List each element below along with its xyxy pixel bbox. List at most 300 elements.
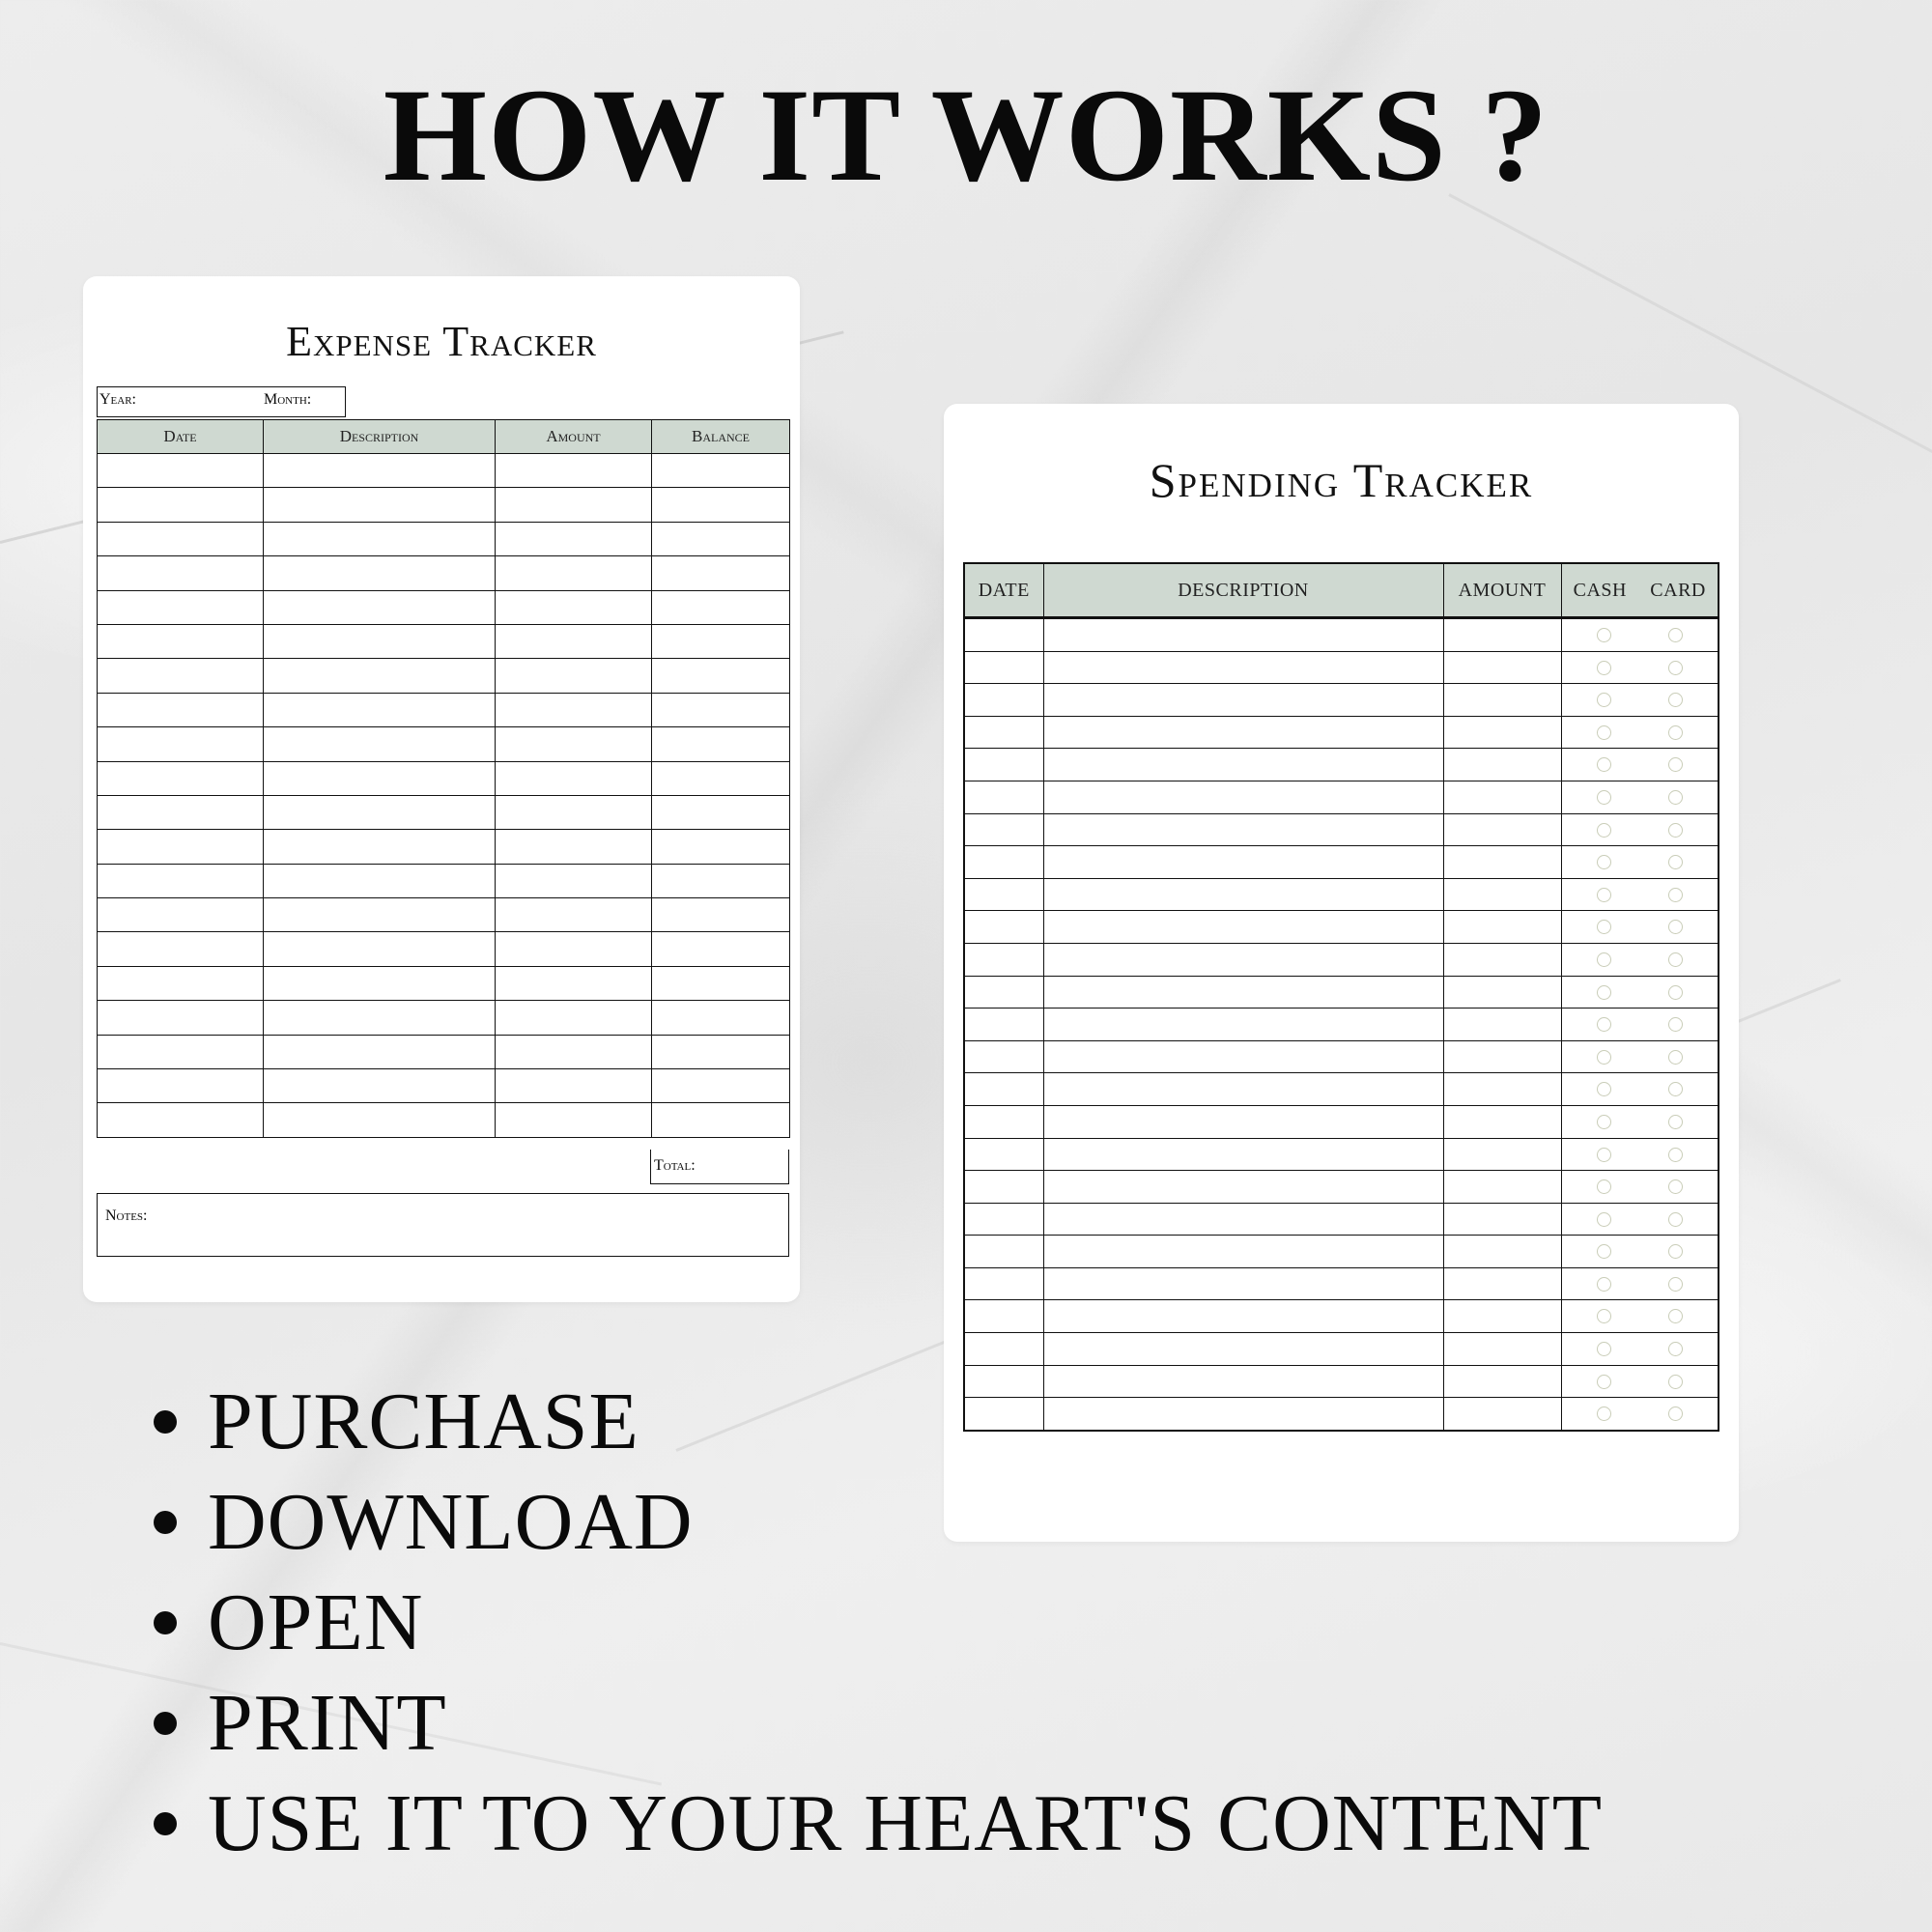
table-cell: [264, 830, 496, 864]
cash-radio-icon: [1597, 920, 1611, 934]
table-cell: [1561, 1236, 1719, 1268]
table-row: [964, 911, 1719, 944]
card-radio-icon: [1668, 790, 1683, 805]
table-cell: [964, 749, 1043, 781]
table-cell: [98, 761, 264, 795]
table-cell: [264, 693, 496, 726]
table-cell: [1443, 1009, 1561, 1041]
table-row: [98, 898, 790, 932]
table-row: [98, 659, 790, 693]
table-row: [98, 522, 790, 555]
table-cell: [1443, 749, 1561, 781]
table-row: [98, 693, 790, 726]
spending-col-description: DESCRIPTION: [1043, 563, 1443, 618]
table-cell: [1043, 1203, 1443, 1236]
table-cell: [1043, 651, 1443, 684]
table-cell: [652, 1103, 790, 1137]
table-cell: [652, 898, 790, 932]
table-cell: [1043, 716, 1443, 749]
table-cell: [1443, 813, 1561, 846]
expense-rows: [98, 454, 790, 1138]
table-cell: [98, 1069, 264, 1103]
cash-radio-icon: [1597, 628, 1611, 642]
table-cell: [1443, 1171, 1561, 1204]
step-item: [150, 1573, 1603, 1673]
card-radio-icon: [1668, 920, 1683, 934]
table-cell: [264, 864, 496, 897]
table-cell: [1443, 684, 1561, 717]
cash-radio-icon: [1597, 1179, 1611, 1194]
table-row: [98, 864, 790, 897]
table-cell: [1443, 911, 1561, 944]
table-row: [964, 716, 1719, 749]
table-row: [98, 488, 790, 522]
table-cell: [264, 932, 496, 966]
table-cell: [496, 898, 652, 932]
table-cell: [1443, 846, 1561, 879]
table-cell: [964, 651, 1043, 684]
table-cell: [1043, 1040, 1443, 1073]
table-cell: [1043, 846, 1443, 879]
card-radio-icon: [1668, 1277, 1683, 1292]
table-cell: [652, 590, 790, 624]
table-cell: [652, 727, 790, 761]
table-row: [98, 1103, 790, 1137]
table-cell: [1043, 1267, 1443, 1300]
table-cell: [964, 1138, 1043, 1171]
table-row: [964, 943, 1719, 976]
table-cell: [964, 1333, 1043, 1366]
table-cell: [264, 727, 496, 761]
cash-radio-icon: [1597, 985, 1611, 1000]
year-month-box: [97, 386, 346, 417]
bullet-icon: [154, 1611, 177, 1634]
table-cell: [964, 943, 1043, 976]
notes-box: [97, 1193, 789, 1257]
table-cell: [1043, 1138, 1443, 1171]
table-cell: [964, 1236, 1043, 1268]
cash-radio-icon: [1597, 1082, 1611, 1096]
table-cell: [98, 932, 264, 966]
table-cell: [964, 1267, 1043, 1300]
table-cell: [1561, 1267, 1719, 1300]
table-cell: [496, 659, 652, 693]
step-item: [150, 1372, 1603, 1472]
table-cell: [264, 624, 496, 658]
table-cell: [652, 795, 790, 829]
expense-col-date: Date: [98, 420, 264, 454]
cash-radio-icon: [1597, 1212, 1611, 1227]
table-cell: [1443, 1333, 1561, 1366]
table-cell: [496, 454, 652, 488]
table-row: [964, 1300, 1719, 1333]
table-cell: [1561, 1300, 1719, 1333]
table-cell: [1561, 1138, 1719, 1171]
table-row: [98, 1069, 790, 1103]
spending-col-date: DATE: [964, 563, 1043, 618]
card-radio-icon: [1668, 1406, 1683, 1421]
table-cell: [964, 813, 1043, 846]
table-row: [964, 781, 1719, 813]
table-cell: [264, 488, 496, 522]
table-cell: [1043, 618, 1443, 652]
card-radio-icon: [1668, 1179, 1683, 1194]
cash-radio-icon: [1597, 1148, 1611, 1162]
table-cell: [1443, 716, 1561, 749]
table-row: [98, 761, 790, 795]
table-cell: [1443, 1300, 1561, 1333]
table-cell: [652, 864, 790, 897]
card-radio-icon: [1668, 1148, 1683, 1162]
table-cell: [1561, 651, 1719, 684]
table-row: [964, 1040, 1719, 1073]
cash-radio-icon: [1597, 725, 1611, 740]
table-cell: [1561, 1040, 1719, 1073]
step-label: OPEN: [208, 1577, 424, 1667]
table-cell: [1561, 1073, 1719, 1106]
cash-radio-icon: [1597, 952, 1611, 967]
table-cell: [1043, 813, 1443, 846]
table-cell: [1561, 749, 1719, 781]
table-row: [964, 1009, 1719, 1041]
table-cell: [496, 1103, 652, 1137]
table-cell: [964, 1105, 1043, 1138]
cash-radio-icon: [1597, 1309, 1611, 1323]
table-cell: [652, 454, 790, 488]
table-cell: [652, 624, 790, 658]
table-cell: [98, 898, 264, 932]
table-cell: [1043, 684, 1443, 717]
table-cell: [1043, 911, 1443, 944]
table-cell: [1561, 618, 1719, 652]
cash-radio-icon: [1597, 693, 1611, 707]
step-label: DOWNLOAD: [208, 1477, 694, 1567]
table-cell: [964, 716, 1043, 749]
table-row: [98, 932, 790, 966]
step-label: PURCHASE: [208, 1377, 639, 1466]
card-radio-icon: [1668, 628, 1683, 642]
table-cell: [1561, 1009, 1719, 1041]
table-row: [98, 590, 790, 624]
table-cell: [496, 488, 652, 522]
table-cell: [1043, 1300, 1443, 1333]
table-cell: [964, 684, 1043, 717]
expense-table: [97, 419, 790, 1138]
card-radio-icon: [1668, 725, 1683, 740]
table-cell: [1561, 911, 1719, 944]
total-box: [650, 1150, 789, 1184]
cash-radio-icon: [1597, 661, 1611, 675]
table-cell: [652, 488, 790, 522]
table-cell: [264, 966, 496, 1000]
table-row: [98, 454, 790, 488]
table-cell: [98, 1103, 264, 1137]
table-row: [964, 1105, 1719, 1138]
table-cell: [264, 1103, 496, 1137]
expense-col-description: Description: [264, 420, 496, 454]
steps-list: [150, 1372, 1603, 1874]
bullet-icon: [154, 1712, 177, 1735]
table-row: [98, 727, 790, 761]
cash-radio-icon: [1597, 1050, 1611, 1065]
card-label: CARD: [1650, 579, 1706, 601]
table-cell: [264, 590, 496, 624]
table-cell: [1561, 1105, 1719, 1138]
card-radio-icon: [1668, 1115, 1683, 1129]
expense-col-amount: Amount: [496, 420, 652, 454]
card-radio-icon: [1668, 952, 1683, 967]
table-row: [964, 1267, 1719, 1300]
table-cell: [964, 1009, 1043, 1041]
card-radio-icon: [1668, 855, 1683, 869]
table-cell: [964, 1203, 1043, 1236]
step-item: [150, 1472, 1603, 1573]
cash-radio-icon: [1597, 1277, 1611, 1292]
table-row: [98, 830, 790, 864]
step-label: USE IT TO YOUR HEART'S CONTENT: [208, 1778, 1604, 1868]
cash-radio-icon: [1597, 855, 1611, 869]
card-radio-icon: [1668, 1017, 1683, 1032]
table-cell: [496, 1069, 652, 1103]
table-row: [964, 976, 1719, 1009]
bullet-icon: [154, 1410, 177, 1434]
table-cell: [1561, 878, 1719, 911]
table-cell: [964, 781, 1043, 813]
table-cell: [1443, 1105, 1561, 1138]
table-cell: [652, 693, 790, 726]
expense-tracker-title: Expense Tracker: [286, 318, 597, 365]
table-cell: [652, 556, 790, 590]
table-cell: [264, 1069, 496, 1103]
table-cell: [964, 878, 1043, 911]
table-cell: [264, 761, 496, 795]
table-cell: [1043, 1073, 1443, 1106]
cash-radio-icon: [1597, 1342, 1611, 1356]
table-cell: [1561, 846, 1719, 879]
table-cell: [98, 795, 264, 829]
table-cell: [1043, 943, 1443, 976]
table-row: [98, 795, 790, 829]
page-headline: HOW IT WORKS ?: [383, 61, 1549, 209]
table-cell: [1561, 1203, 1719, 1236]
table-cell: [1043, 781, 1443, 813]
cash-label: CASH: [1573, 579, 1627, 601]
table-cell: [1043, 1171, 1443, 1204]
table-cell: [98, 590, 264, 624]
table-row: [964, 651, 1719, 684]
year-label: Year:: [99, 391, 136, 408]
table-cell: [652, 1069, 790, 1103]
table-cell: [496, 1035, 652, 1068]
table-cell: [1043, 976, 1443, 1009]
table-cell: [652, 1035, 790, 1068]
table-row: [964, 749, 1719, 781]
bullet-icon: [154, 1812, 177, 1835]
card-radio-icon: [1668, 1050, 1683, 1065]
table-cell: [264, 1035, 496, 1068]
table-cell: [964, 1171, 1043, 1204]
table-cell: [496, 966, 652, 1000]
table-cell: [1443, 1073, 1561, 1106]
table-cell: [1043, 749, 1443, 781]
cash-radio-icon: [1597, 1244, 1611, 1259]
table-row: [964, 1333, 1719, 1366]
table-cell: [1561, 943, 1719, 976]
table-row: [98, 556, 790, 590]
table-cell: [98, 727, 264, 761]
table-row: [964, 1171, 1719, 1204]
table-row: [98, 966, 790, 1000]
table-cell: [496, 830, 652, 864]
table-cell: [1443, 1236, 1561, 1268]
table-cell: [964, 618, 1043, 652]
cash-radio-icon: [1597, 790, 1611, 805]
card-radio-icon: [1668, 1212, 1683, 1227]
table-cell: [964, 911, 1043, 944]
table-cell: [1561, 684, 1719, 717]
table-cell: [98, 488, 264, 522]
table-cell: [98, 659, 264, 693]
expense-tracker-preview: [83, 276, 800, 1302]
spending-table: [963, 562, 1719, 1432]
table-cell: [264, 1001, 496, 1035]
cash-radio-icon: [1597, 757, 1611, 772]
table-cell: [1043, 878, 1443, 911]
table-cell: [1561, 716, 1719, 749]
table-cell: [1443, 976, 1561, 1009]
card-radio-icon: [1668, 1309, 1683, 1323]
table-cell: [1443, 1040, 1561, 1073]
table-cell: [964, 1040, 1043, 1073]
card-radio-icon: [1668, 1244, 1683, 1259]
card-radio-icon: [1668, 1342, 1683, 1356]
table-cell: [652, 761, 790, 795]
table-cell: [1443, 943, 1561, 976]
cash-radio-icon: [1597, 1115, 1611, 1129]
table-cell: [98, 693, 264, 726]
table-row: [98, 624, 790, 658]
table-cell: [964, 846, 1043, 879]
table-cell: [496, 932, 652, 966]
card-radio-icon: [1668, 661, 1683, 675]
table-cell: [264, 556, 496, 590]
table-cell: [98, 830, 264, 864]
notes-label: Notes:: [105, 1208, 148, 1224]
step-item: [150, 1673, 1603, 1774]
table-cell: [496, 795, 652, 829]
table-row: [964, 684, 1719, 717]
table-cell: [964, 1300, 1043, 1333]
table-cell: [964, 976, 1043, 1009]
table-cell: [496, 590, 652, 624]
card-radio-icon: [1668, 888, 1683, 902]
table-cell: [496, 522, 652, 555]
spending-col-amount: AMOUNT: [1443, 563, 1561, 618]
table-cell: [98, 1001, 264, 1035]
table-row: [98, 1001, 790, 1035]
table-cell: [496, 624, 652, 658]
table-cell: [98, 1035, 264, 1068]
step-label: PRINT: [208, 1678, 447, 1768]
card-radio-icon: [1668, 1082, 1683, 1096]
table-cell: [1443, 651, 1561, 684]
table-cell: [496, 693, 652, 726]
expense-col-balance: Balance: [652, 420, 790, 454]
cash-radio-icon: [1597, 888, 1611, 902]
table-cell: [264, 795, 496, 829]
spending-tracker-title: Spending Tracker: [1149, 453, 1534, 507]
table-cell: [264, 659, 496, 693]
card-radio-icon: [1668, 985, 1683, 1000]
table-cell: [652, 830, 790, 864]
card-radio-icon: [1668, 1375, 1683, 1389]
table-cell: [652, 1001, 790, 1035]
table-row: [964, 813, 1719, 846]
table-cell: [1443, 781, 1561, 813]
table-cell: [1443, 618, 1561, 652]
bullet-icon: [154, 1511, 177, 1534]
table-cell: [964, 1073, 1043, 1106]
table-cell: [264, 522, 496, 555]
table-cell: [496, 864, 652, 897]
cash-radio-icon: [1597, 1017, 1611, 1032]
table-cell: [98, 966, 264, 1000]
cash-radio-icon: [1597, 823, 1611, 838]
table-cell: [1443, 878, 1561, 911]
table-cell: [98, 454, 264, 488]
table-cell: [652, 932, 790, 966]
month-label: Month:: [264, 391, 312, 408]
table-cell: [652, 966, 790, 1000]
table-cell: [98, 522, 264, 555]
card-radio-icon: [1668, 693, 1683, 707]
table-cell: [1443, 1203, 1561, 1236]
table-row: [964, 846, 1719, 879]
table-row: [98, 1035, 790, 1068]
table-cell: [652, 659, 790, 693]
spending-col-cash-card: [1561, 563, 1719, 618]
table-cell: [1561, 781, 1719, 813]
table-cell: [496, 1001, 652, 1035]
table-cell: [652, 522, 790, 555]
table-row: [964, 618, 1719, 652]
spending-rows: [964, 618, 1719, 1431]
step-item: [150, 1774, 1603, 1874]
table-cell: [1043, 1236, 1443, 1268]
table-cell: [1561, 813, 1719, 846]
table-cell: [98, 556, 264, 590]
table-row: [964, 1138, 1719, 1171]
table-cell: [98, 624, 264, 658]
table-row: [964, 1236, 1719, 1268]
total-label: Total:: [654, 1157, 696, 1174]
table-cell: [1561, 976, 1719, 1009]
table-cell: [1043, 1333, 1443, 1366]
card-radio-icon: [1668, 823, 1683, 838]
table-cell: [496, 727, 652, 761]
table-row: [964, 878, 1719, 911]
table-cell: [1043, 1009, 1443, 1041]
table-cell: [496, 761, 652, 795]
card-radio-icon: [1668, 757, 1683, 772]
table-cell: [1561, 1333, 1719, 1366]
table-cell: [1561, 1171, 1719, 1204]
table-cell: [496, 556, 652, 590]
table-row: [964, 1073, 1719, 1106]
table-row: [964, 1203, 1719, 1236]
table-cell: [1443, 1267, 1561, 1300]
table-cell: [1043, 1105, 1443, 1138]
